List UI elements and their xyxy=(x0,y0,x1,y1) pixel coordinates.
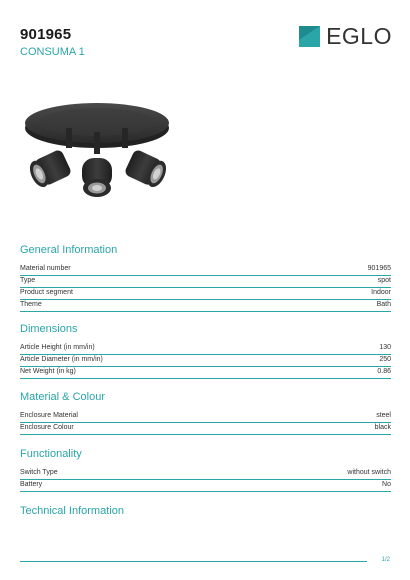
eglo-mark-icon xyxy=(299,26,320,47)
table-row xyxy=(20,423,391,435)
row-value: No xyxy=(382,481,391,488)
row-label: Material number xyxy=(20,265,71,272)
table-row xyxy=(20,264,391,276)
section-technical-information xyxy=(20,505,391,525)
section-title: Functionality xyxy=(20,448,82,460)
table-row xyxy=(20,480,391,492)
row-label: Enclosure Material xyxy=(20,412,78,419)
section-title: Dimensions xyxy=(20,323,78,335)
section-functionality xyxy=(20,448,391,492)
row-label: Switch Type xyxy=(20,469,58,476)
section-material-colour xyxy=(20,391,391,435)
table-row xyxy=(20,367,391,379)
row-value: Indoor xyxy=(371,289,391,296)
row-value: 250 xyxy=(379,356,391,363)
row-value: spot xyxy=(377,277,391,284)
footer-divider xyxy=(20,561,367,562)
section-title: Technical Information xyxy=(20,505,124,517)
row-value: without switch xyxy=(347,469,391,476)
product-header xyxy=(20,26,85,58)
row-value: 130 xyxy=(379,344,391,351)
brand-logo xyxy=(299,25,392,48)
row-label: Net Weight (in kg) xyxy=(20,368,76,375)
row-value: steel xyxy=(376,412,391,419)
brand-name: EGLO xyxy=(326,23,392,49)
row-label: Enclosure Colour xyxy=(20,424,74,431)
section-general-information xyxy=(20,244,391,312)
section-dimensions xyxy=(20,323,391,379)
table-row xyxy=(20,355,391,367)
page-number: 1/2 xyxy=(381,557,390,563)
section-title: Material & Colour xyxy=(20,391,105,403)
product-image xyxy=(22,98,182,218)
table-row xyxy=(20,411,391,423)
table-row xyxy=(20,300,391,312)
row-value: black xyxy=(374,424,391,431)
table-row xyxy=(20,468,391,480)
row-label: Article Diameter (in mm/in) xyxy=(20,356,103,363)
table-row xyxy=(20,288,391,300)
table-row xyxy=(20,276,391,288)
row-value: 0.86 xyxy=(377,368,391,375)
row-label: Article Height (in mm/in) xyxy=(20,344,95,351)
row-value: Bath xyxy=(376,301,391,308)
table-row xyxy=(20,343,391,355)
product-code: 901965 xyxy=(20,26,72,43)
row-value: 901965 xyxy=(367,265,391,272)
product-model: CONSUMA 1 xyxy=(20,46,85,58)
row-label: Type xyxy=(20,277,36,284)
row-label: Battery xyxy=(20,481,43,488)
row-label: Theme xyxy=(20,301,42,308)
row-label: Product segment xyxy=(20,289,73,296)
section-title: General Information xyxy=(20,244,118,256)
